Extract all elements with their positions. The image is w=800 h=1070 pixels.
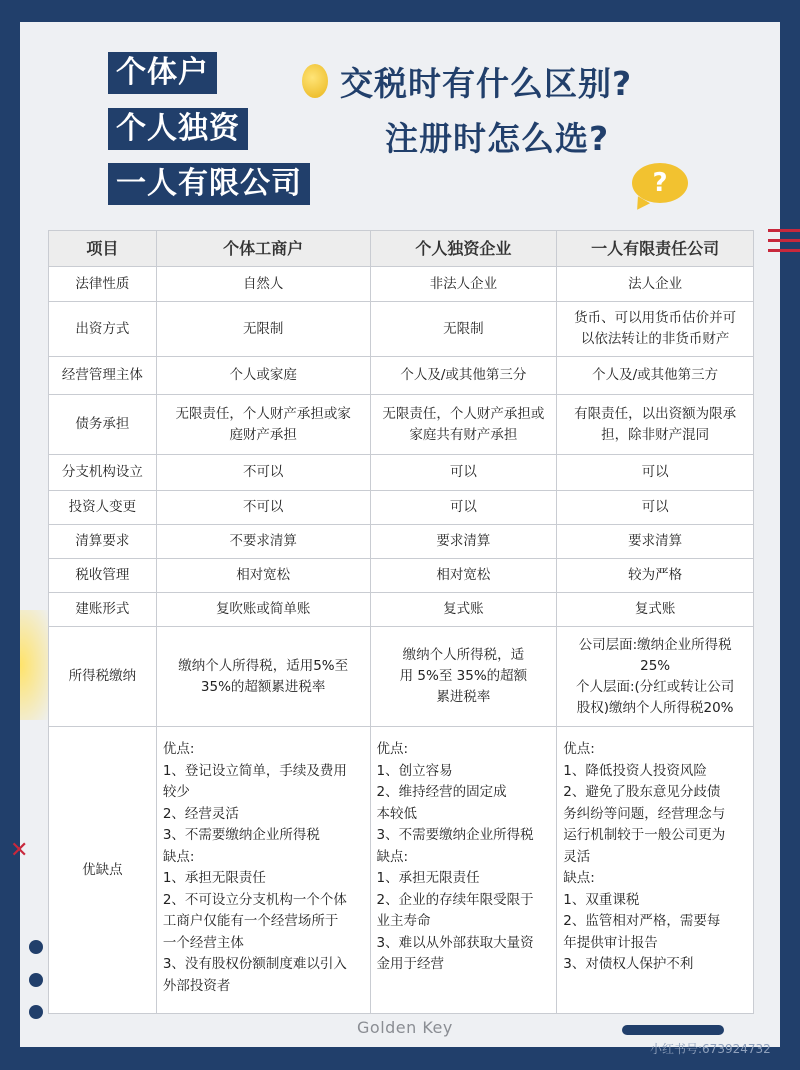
cell-text-line: 个人层面:(分红或转让公司	[575, 678, 735, 695]
question-bubble-icon: ?	[632, 163, 688, 203]
cell-text-line: 法人企业	[628, 275, 683, 292]
cell-text-line: 优点:	[563, 741, 595, 757]
red-x-decoration: ✕	[10, 838, 29, 863]
cell-text-line: 股权)缴纳个人所得税20%	[576, 699, 734, 716]
cell-text-line: 2、企业的存续年限受限于	[376, 891, 534, 908]
cell-text-line: 货币、可以用货币估价并可	[574, 310, 737, 326]
cell-text-line: 无限责任，个人财产承担或家	[175, 405, 351, 422]
row-label: 经营管理主体	[49, 357, 157, 395]
cell-text-line: 复式账	[634, 601, 676, 617]
cell-text-line: 优点:	[376, 741, 409, 757]
navy-bar-decoration	[622, 1025, 724, 1035]
table-cell	[370, 593, 557, 627]
cell-text-line: 可以	[641, 499, 669, 515]
column-header: 个人独资企业	[370, 231, 557, 267]
cell-text-line: 可以	[449, 464, 477, 480]
cell-text-line: 务纠纷等问题，经营理念与	[563, 805, 726, 822]
table-cell	[156, 491, 370, 525]
table-cell	[156, 357, 370, 395]
column-header: 项目	[49, 231, 157, 267]
table-row	[49, 491, 754, 525]
table-cell	[156, 395, 370, 455]
cell-text-line: 较少	[162, 784, 190, 800]
cell-text-line: 不可以	[242, 464, 284, 480]
row-label: 清算要求	[49, 525, 157, 559]
table-cell	[370, 525, 557, 559]
table-cell	[370, 455, 557, 491]
table-cell	[557, 593, 754, 627]
tag-sole-proprietorship: 个人独资	[108, 108, 248, 150]
table-row	[49, 395, 754, 455]
cell-text-line: 一个经营主体	[162, 934, 244, 951]
row-label: 出资方式	[49, 302, 157, 357]
table-cell	[156, 627, 370, 727]
table-cell	[370, 491, 557, 525]
table-cell	[557, 559, 754, 593]
cell-text-line: 无限制	[443, 320, 484, 337]
cell-text-line: 灵活	[563, 848, 591, 865]
watermark: 小红书号:673924732	[650, 1042, 771, 1056]
table-cell	[557, 302, 754, 357]
table-row	[49, 302, 754, 357]
title-line-2: 注册时怎么选?	[385, 119, 610, 158]
cell-text-line: 个人及/或其他第三分	[400, 367, 527, 383]
table-row	[49, 727, 754, 1014]
cell-text-line: 缺点:	[162, 848, 195, 865]
cell-text-line: 累进税率	[436, 689, 491, 705]
cell-text-line: 工商户仅能有一个经营场所于	[162, 913, 339, 929]
cell-text-line: 较为严格	[628, 567, 683, 583]
glow-decoration	[20, 610, 50, 720]
cell-text-line: 金用于经营	[376, 956, 445, 972]
cell-text-line: 运行机制较于一般公司更为	[563, 827, 726, 843]
cell-text-line: 2、维持经营的固定成	[376, 784, 507, 800]
cell-text-line: 年提供审计报告	[563, 934, 658, 951]
cell-text-line: 1、创立容易	[376, 762, 453, 779]
cell-text-line: 相对宽松	[236, 567, 291, 583]
cell-text-line: 个人及/或其他第三方	[592, 367, 719, 383]
cell-text-line: 本较低	[376, 805, 418, 822]
cell-text-line: 公司层面:缴纳企业所得税	[578, 636, 732, 653]
cell-text-line: 1、承担无限责任	[162, 870, 266, 886]
row-label: 税收管理	[49, 559, 157, 593]
cell-text-line: 自然人	[242, 275, 284, 292]
table-cell	[156, 727, 370, 1014]
table-cell	[156, 302, 370, 357]
cell-text-line: 可以	[449, 499, 477, 515]
table-row	[49, 593, 754, 627]
red-stripe-decoration	[768, 229, 800, 232]
cell-text-line: 复式账	[443, 601, 484, 617]
cell-text-line: 非法人企业	[429, 275, 498, 292]
cell-text-line: 25%	[640, 657, 671, 674]
table-row	[49, 525, 754, 559]
row-label: 债务承担	[49, 395, 157, 455]
table-cell	[156, 559, 370, 593]
table-cell	[156, 593, 370, 627]
table-cell	[156, 455, 370, 491]
cell-text-line: 无限制	[242, 320, 284, 337]
cell-text-line: 要求清算	[436, 533, 491, 549]
table-header-row	[49, 231, 754, 267]
table-cell	[557, 267, 754, 302]
cell-text-line: 可以	[641, 464, 669, 480]
red-stripe-decoration	[768, 239, 800, 242]
cell-text-line: 优点:	[162, 741, 195, 757]
cell-text-line: 3、不需要缴纳企业所得税	[376, 827, 534, 843]
table-row	[49, 627, 754, 727]
table-cell	[370, 559, 557, 593]
table-row	[49, 357, 754, 395]
table-row	[49, 267, 754, 302]
cell-text-line: 1、降低投资人投资风险	[563, 762, 707, 779]
column-header: 个体工商户	[156, 231, 370, 267]
table-cell	[557, 395, 754, 455]
row-label: 所得税缴纳	[49, 627, 157, 727]
column-header: 一人有限责任公司	[557, 231, 754, 267]
table-cell	[557, 727, 754, 1014]
table-cell	[370, 627, 557, 727]
cell-text-line: 业主寿命	[376, 913, 431, 929]
cell-text-line: 1、承担无限责任	[376, 870, 480, 886]
cell-text-line: 有限责任，以出资额为限承	[574, 405, 737, 422]
cell-text-line: 3、不需要缴纳企业所得税	[162, 827, 320, 843]
table-cell	[557, 455, 754, 491]
table-cell	[557, 491, 754, 525]
row-label: 建账形式	[49, 593, 157, 627]
cell-text-line: 2、避免了股东意见分歧债	[563, 784, 721, 800]
cell-text-line: 以依法转让的非货币财产	[580, 331, 730, 347]
tag-individual-business: 个体户	[108, 52, 217, 94]
cell-text-line: 复吹账或简单账	[215, 601, 311, 617]
table-cell	[156, 267, 370, 302]
cell-text-line: 不要求清算	[229, 533, 297, 549]
cell-text-line: 缴纳个人所得税，适	[402, 647, 525, 663]
cell-text-line: 外部投资者	[162, 977, 231, 994]
table-row	[49, 559, 754, 593]
row-label: 优缺点	[49, 727, 157, 1014]
comparison-table	[48, 230, 754, 1014]
dot-decoration	[29, 1005, 43, 1019]
cell-text-line: 缺点:	[376, 848, 409, 865]
table-cell	[370, 357, 557, 395]
cell-text-line: 家庭共有财产承担	[409, 426, 518, 443]
cell-text-line: 35%的超额累进税率	[200, 678, 326, 695]
cell-text-line: 要求清算	[628, 533, 683, 549]
row-label: 投资人变更	[49, 491, 157, 525]
red-stripe-decoration	[768, 249, 800, 252]
table-cell	[370, 267, 557, 302]
cell-text-line: 2、监管相对严格，需要每	[563, 913, 721, 929]
table-cell	[370, 395, 557, 455]
table-cell	[557, 525, 754, 559]
cell-text-line: 无限责任，个人财产承担或	[382, 405, 545, 422]
cell-text-line: 用 5%至 35%的超额	[399, 668, 528, 684]
tag-one-person-company: 一人有限公司	[108, 163, 310, 205]
table-cell	[370, 727, 557, 1014]
cell-text-line: 相对宽松	[436, 567, 491, 583]
cell-text-line: 3、没有股权份额制度难以引入	[162, 956, 347, 972]
cell-text-line: 担，除非财产混同	[601, 426, 710, 443]
cell-text-line: 1、登记设立简单，手续及费用	[162, 762, 347, 779]
row-label: 法律性质	[49, 267, 157, 302]
table-cell	[557, 357, 754, 395]
table-cell	[557, 627, 754, 727]
table-cell	[156, 525, 370, 559]
cell-text-line: 3、对债权人保护不利	[563, 956, 694, 972]
cell-text-line: 庭财产承担	[229, 426, 297, 443]
cell-text-line: 不可以	[242, 499, 284, 515]
cell-text-line: 3、难以从外部获取大量资	[376, 934, 534, 951]
title-line-1: 交税时有什么区别?	[340, 64, 633, 103]
cell-text-line: 个人或家庭	[229, 367, 297, 383]
dot-decoration	[29, 973, 43, 987]
row-label: 分支机构设立	[49, 455, 157, 491]
table-row	[49, 455, 754, 491]
cell-text-line: 2、不可设立分支机构一个个体	[162, 891, 347, 908]
brand-logo-text: Golden Key	[357, 1018, 453, 1037]
cell-text-line: 缴纳个人所得税，适用5%至	[178, 657, 349, 674]
table-cell	[370, 302, 557, 357]
coin-decoration	[302, 64, 328, 98]
cell-text-line: 2、经营灵活	[162, 805, 239, 822]
cell-text-line: 1、双重课税	[563, 891, 640, 908]
cell-text-line: 缺点:	[563, 870, 595, 886]
dot-decoration	[29, 940, 43, 954]
